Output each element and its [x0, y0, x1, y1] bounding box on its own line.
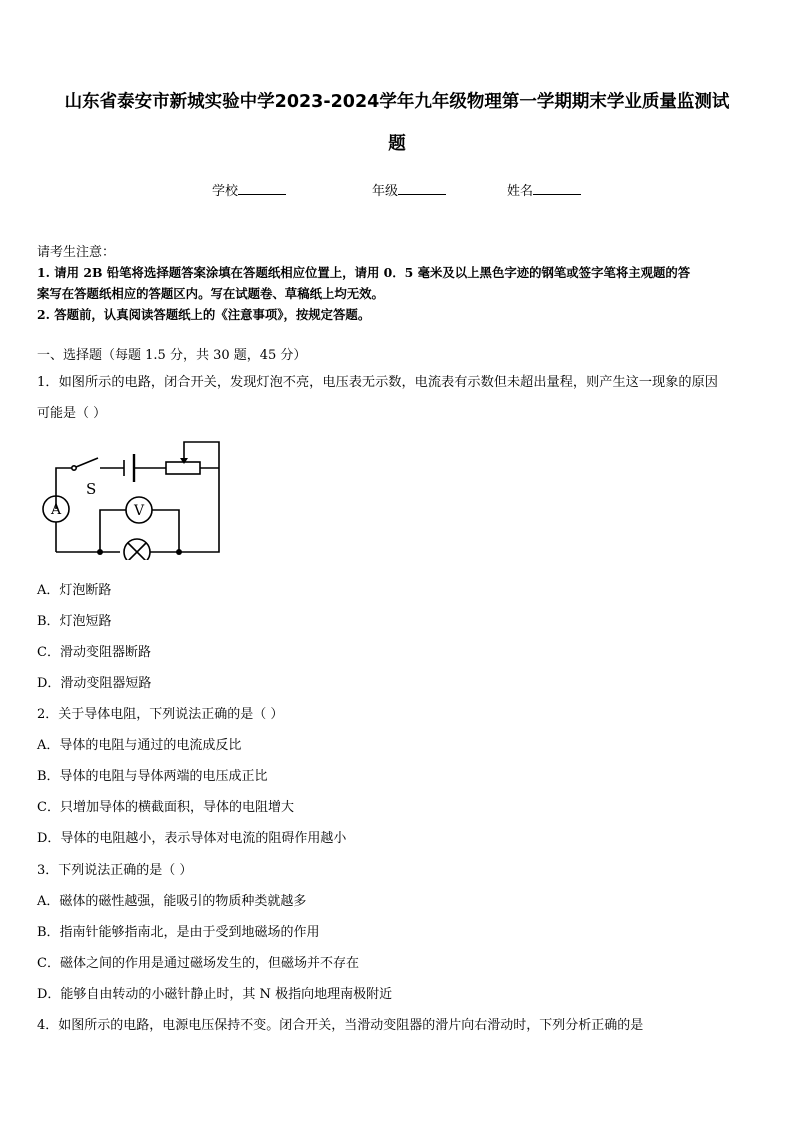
- q1-option-c: C．滑动变阻器断路: [37, 645, 151, 660]
- q4-stem: 4．如图所示的电路，电源电压保持不变。闭合开关，当滑动变阻器的滑片向右滑动时，下列分析正确的是: [37, 1018, 644, 1033]
- q1-stem-line2: 可能是（ ）: [37, 406, 107, 421]
- school-field: [212, 180, 286, 199]
- q1-option-b: B．灯泡短路: [37, 614, 112, 629]
- q3-option-b: B．指南针能够指南北，是由于受到地磁场的作用: [37, 925, 320, 940]
- q1-circuit-diagram: [36, 436, 226, 560]
- section-heading: 一、选择题（每题 1.5 分，共 30 题，45 分）: [37, 348, 307, 363]
- name-field: [507, 180, 581, 199]
- grade-label: 年级: [372, 184, 399, 199]
- q2-stem: 2．关于导体电阻，下列说法正确的是（ ）: [37, 707, 284, 722]
- notice-heading: 请考生注意：: [37, 245, 116, 260]
- name-label: 姓名: [507, 184, 534, 199]
- q2-option-b: B．导体的电阻与导体两端的电压成正比: [37, 769, 268, 784]
- q2-option-c: C．只增加导体的横截面积，导体的电阻增大: [37, 800, 294, 815]
- q1-stem-line1: 1．如图所示的电路，闭合开关，发现灯泡不亮，电压表无示数，电流表有示数但未超出量程，则产生这一现象的原因: [37, 375, 718, 390]
- school-blank: [238, 182, 286, 195]
- q3-option-d: D．能够自由转动的小磁针静止时，其 N 极指向地理南极附近: [37, 987, 393, 1002]
- q1-option-d: D．滑动变阻器短路: [37, 676, 152, 691]
- q2-option-a: A．导体的电阻与通过的电流成反比: [37, 738, 242, 753]
- exam-title-line2: 题: [388, 134, 406, 154]
- voltmeter-label: V: [133, 503, 145, 519]
- ammeter-label: A: [50, 502, 62, 518]
- q2-option-d: D．导体的电阻越小，表示导体对电流的阻碍作用越小: [37, 831, 347, 846]
- switch-label: S: [86, 480, 97, 498]
- q1-option-a: A．灯泡断路: [37, 583, 112, 598]
- grade-blank: [398, 182, 446, 195]
- q3-option-c: C．磁体之间的作用是通过磁场发生的，但磁场并不存在: [37, 956, 359, 971]
- name-blank: [533, 182, 581, 195]
- q3-option-a: A．磁体的磁性越强，能吸引的物质种类就越多: [37, 894, 307, 909]
- exam-title-line1: 山东省泰安市新城实验中学2023-2024学年九年级物理第一学期期末学业质量监测试: [64, 92, 730, 112]
- notice-item1-line2: 案写在答题纸相应的答题区内。写在试题卷、草稿纸上均无效。: [37, 286, 384, 301]
- q3-stem: 3．下列说法正确的是（ ）: [37, 863, 193, 878]
- grade-field: [372, 180, 446, 199]
- school-label: 学校: [212, 184, 239, 199]
- notice-item1-line1: 1. 请用 2B 铅笔将选择题答案涂填在答题纸相应位置上，请用 0．5 毫米及以上黑色字迹的钢笔或签字笔将主观题的答: [37, 265, 691, 280]
- notice-item2: 2. 答题前，认真阅读答题纸上的《注意事项》，按规定答题。: [37, 307, 371, 322]
